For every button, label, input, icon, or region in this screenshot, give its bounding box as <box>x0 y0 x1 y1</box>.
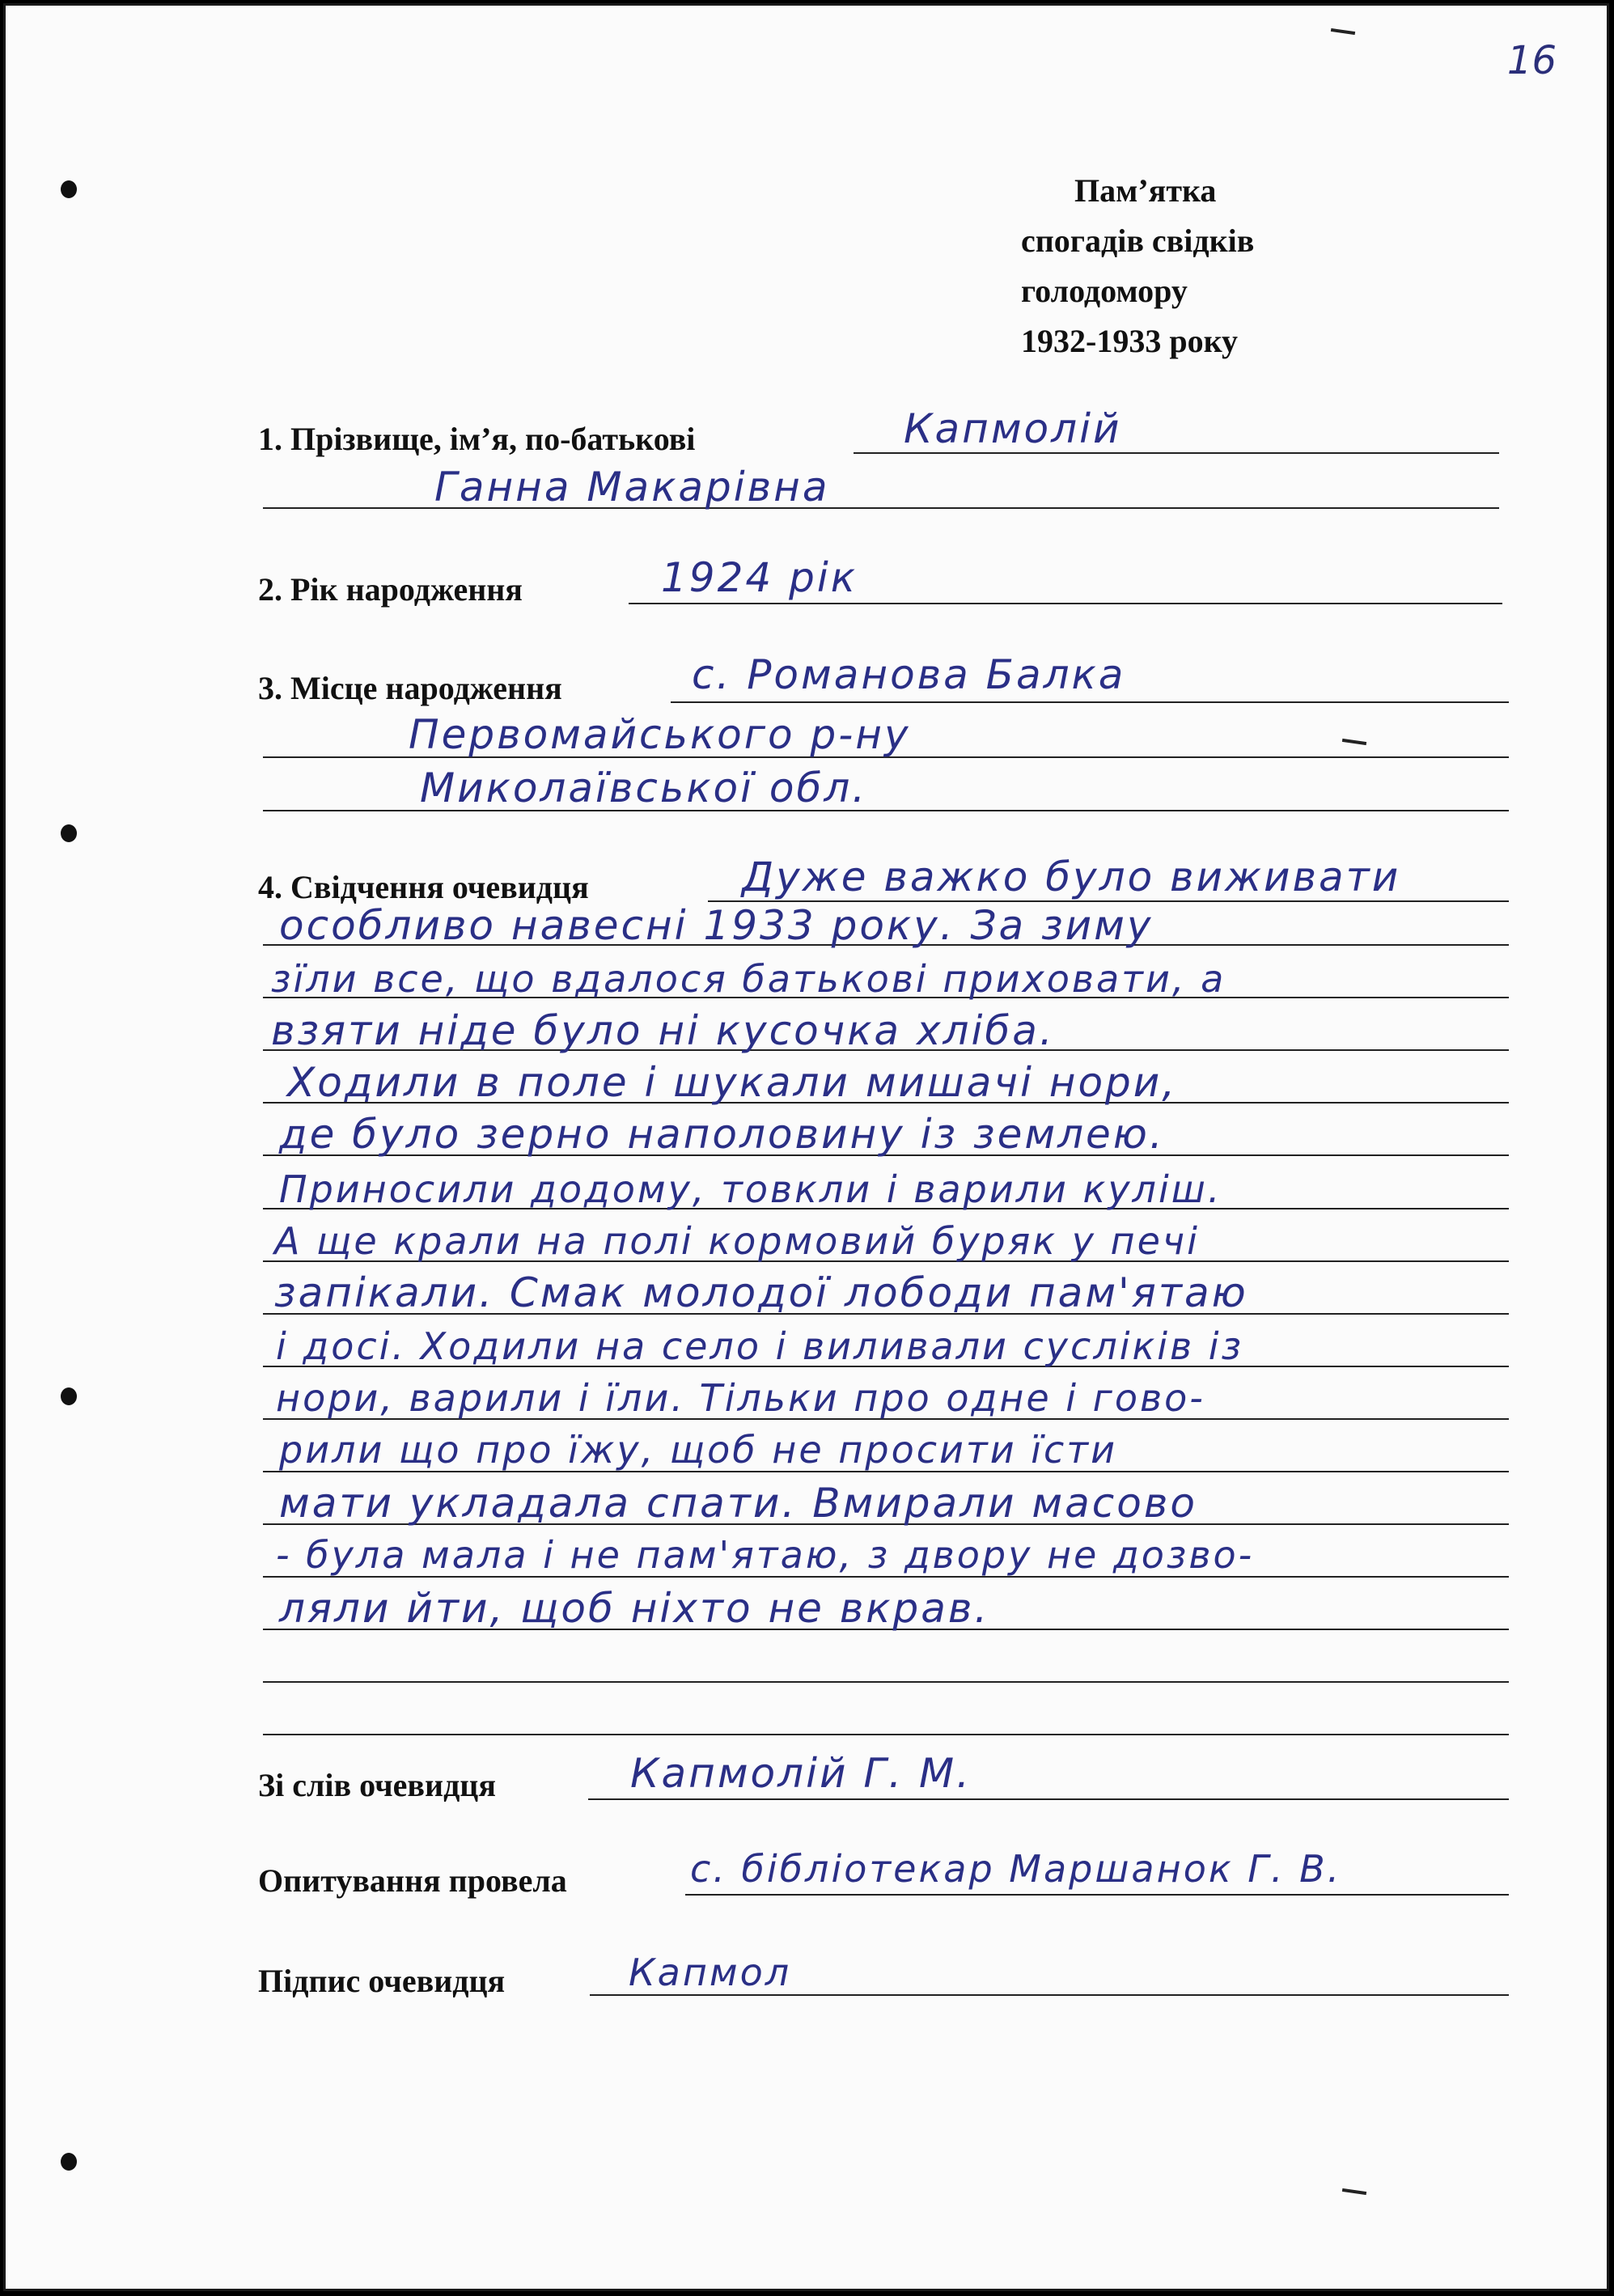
testimony-line: запікали. Смак молодої лободи пам'ятаю <box>274 1269 1248 1316</box>
testimony-line: зїли все, що вдалося батькові приховати, а <box>271 957 1226 1001</box>
testimony-line: Дуже важко було виживати <box>742 854 1401 900</box>
field-line <box>590 1994 1509 1996</box>
birthplace-value-cont: Первомайського р-ну <box>409 711 911 758</box>
punch-hole <box>61 1387 77 1405</box>
testimony-label: 4. Свідчення очевидця <box>258 869 589 905</box>
interviewer-value: с. бібліотекар Маршанок Г. В. <box>690 1847 1342 1891</box>
scan-mark <box>1342 739 1366 745</box>
field-line <box>263 1681 1509 1683</box>
field-line <box>629 603 1502 604</box>
birthplace-value: с. Романова Балка <box>692 651 1126 698</box>
field-line <box>671 701 1509 703</box>
birthplace-label: 3. Місце народження <box>258 670 562 706</box>
testimony-line: ляли йти, щоб ніхто не вкрав. <box>279 1585 990 1632</box>
document-title <box>1021 166 1254 366</box>
name-value: Капмолій <box>904 405 1122 452</box>
from-words-value: Капмолій Г. М. <box>630 1750 972 1797</box>
scan-mark <box>1331 28 1355 35</box>
testimony-line: нори, варили і їли. Тільки про одне і гово- <box>276 1376 1205 1420</box>
testimony-line: і досі. Ходили на село і виливали сусліків із <box>276 1324 1244 1368</box>
name-value-cont: Ганна Макарівна <box>434 464 830 510</box>
title-line: Пам’ятка <box>1074 172 1217 209</box>
title-line: голодомору <box>1021 273 1188 309</box>
page-number: 16 <box>1506 38 1557 83</box>
testimony-line: взяти ніде було ні кусочка хліба. <box>271 1007 1055 1054</box>
interviewer-label: Опитування провела <box>258 1862 567 1899</box>
birth-year-value: 1924 рік <box>661 554 858 601</box>
testimony-line: мати укладала спати. Вмирали масово <box>279 1480 1197 1527</box>
testimony-line: де було зерно наполовину із землею. <box>279 1111 1165 1158</box>
signature-label: Підпис очевидця <box>258 1963 506 1999</box>
signature-value: Капмол <box>629 1951 792 1994</box>
field-line <box>854 452 1499 454</box>
testimony-line: Ходили в поле і шукали мишачі нори, <box>287 1059 1178 1106</box>
birthplace-value-cont: Миколаївської обл. <box>420 765 868 811</box>
testimony-line: А ще крали на полі кормовий буряк у печі <box>274 1219 1200 1263</box>
field-line <box>685 1894 1509 1896</box>
testimony-line: Приносили додому, товкли і варили куліш. <box>279 1167 1222 1211</box>
punch-hole <box>61 824 77 842</box>
punch-hole <box>61 2153 77 2171</box>
title-line: спогадів свідків <box>1021 222 1255 259</box>
field-line <box>263 1734 1509 1735</box>
testimony-line: рили що про їжу, щоб не просити їсти <box>279 1428 1117 1472</box>
field-line <box>588 1798 1509 1800</box>
from-words-label: Зі слів очевидця <box>258 1767 496 1803</box>
testimony-line: особливо навесні 1933 року. За зиму <box>279 902 1154 949</box>
document-sheet <box>3 3 1609 2291</box>
punch-hole <box>61 180 77 198</box>
name-label: 1. Прізвище, ім’я, по-батькові <box>258 421 696 457</box>
scan-mark <box>1342 2188 1366 2195</box>
title-line: 1932-1933 року <box>1021 323 1239 359</box>
testimony-line: - була мала і не пам'ятаю, з двору не дозво- <box>276 1533 1255 1577</box>
birth-year-label: 2. Рік народження <box>258 571 523 608</box>
